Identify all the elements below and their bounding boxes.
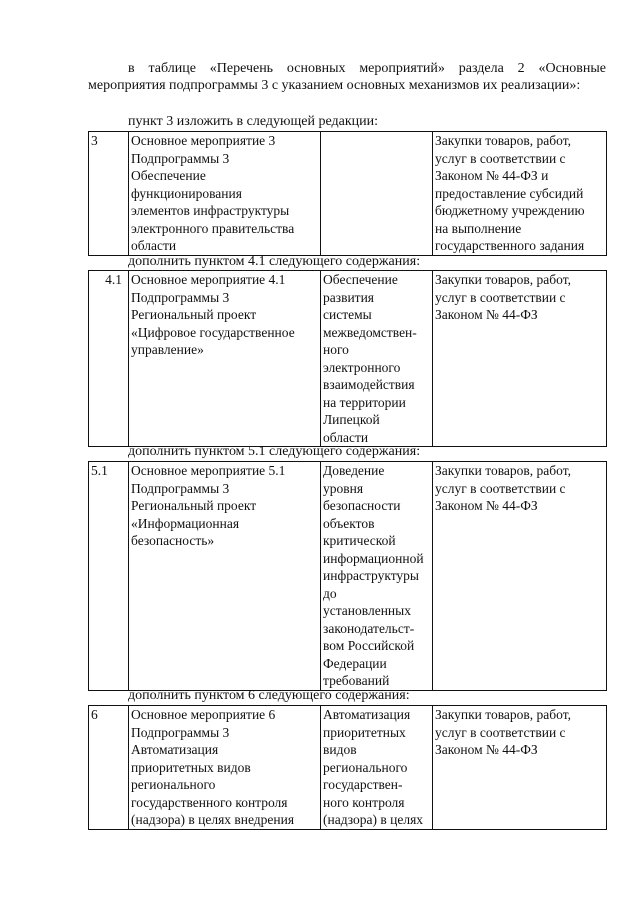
instruction-item-3: пункт 3 изложить в следующей редакции:: [128, 114, 378, 129]
item-goal-cell: Доведение уровня безопасности объектов критической информационной инфраструктуры до установленных законодательст- вом Российской Федерации требований: [321, 462, 433, 691]
item-number-cell: 4.1: [89, 271, 129, 447]
table-row: [89, 132, 607, 256]
table-item-6: [88, 705, 607, 830]
instruction-item-4-1: дополнить пунктом 4.1 следующего содержания:: [128, 254, 421, 269]
item-number-cell: 3: [89, 132, 129, 256]
item-goal-cell: Автоматизация приоритетных видов регионального государствен- ного контроля (надзора) в целях: [321, 706, 433, 830]
item-mechanism-cell: Закупки товаров, работ, услуг в соответствии с Законом № 44-ФЗ: [433, 462, 607, 691]
table-row: [89, 462, 607, 691]
item-name-cell: Основное мероприятие 6 Подпрограммы 3 Автоматизация приоритетных видов регионального государственного контроля (надзора) в целях внедрения: [129, 706, 321, 830]
item-number-cell: 5.1: [89, 462, 129, 691]
table-row: [89, 706, 607, 830]
item-mechanism-cell: Закупки товаров, работ, услуг в соответствии с Законом № 44-ФЗ: [433, 271, 607, 447]
intro-paragraph: в таблице «Перечень основных мероприятий» раздела 2 «Основные мероприятия подпрограммы 3 с указанием основных механизмов их реализации»:: [88, 61, 606, 93]
instruction-item-5-1: дополнить пунктом 5.1 следующего содержания:: [128, 444, 421, 459]
item-mechanism-cell: Закупки товаров, работ, услуг в соответствии с Законом № 44-ФЗ и предоставление субсидий бюджетному учреждению на выполнение государственного задания: [433, 132, 607, 256]
item-mechanism-cell: Закупки товаров, работ, услуг в соответствии с Законом № 44-ФЗ: [433, 706, 607, 830]
table-row: [89, 271, 607, 447]
item-name-cell: Основное мероприятие 3 Подпрограммы 3 Обеспечение функционирования элементов инфраструктуры электронного правительства области: [129, 132, 321, 256]
item-goal-cell: Обеспечение развития системы межведомствен- ного электронного взаимодействия на территории Липецкой области: [321, 271, 433, 447]
table-item-3: [88, 131, 607, 256]
instruction-item-6: дополнить пунктом 6 следующего содержания:: [128, 688, 410, 703]
item-number-cell: 6: [89, 706, 129, 830]
table-item-5-1: [88, 461, 607, 691]
table-item-4-1: [88, 270, 607, 447]
item-name-cell: Основное мероприятие 4.1 Подпрограммы 3 Региональный проект «Цифровое государственное управление»: [129, 271, 321, 447]
item-goal-cell: [321, 132, 433, 256]
item-name-cell: Основное мероприятие 5.1 Подпрограммы 3 Региональный проект «Информационная безопасность»: [129, 462, 321, 691]
